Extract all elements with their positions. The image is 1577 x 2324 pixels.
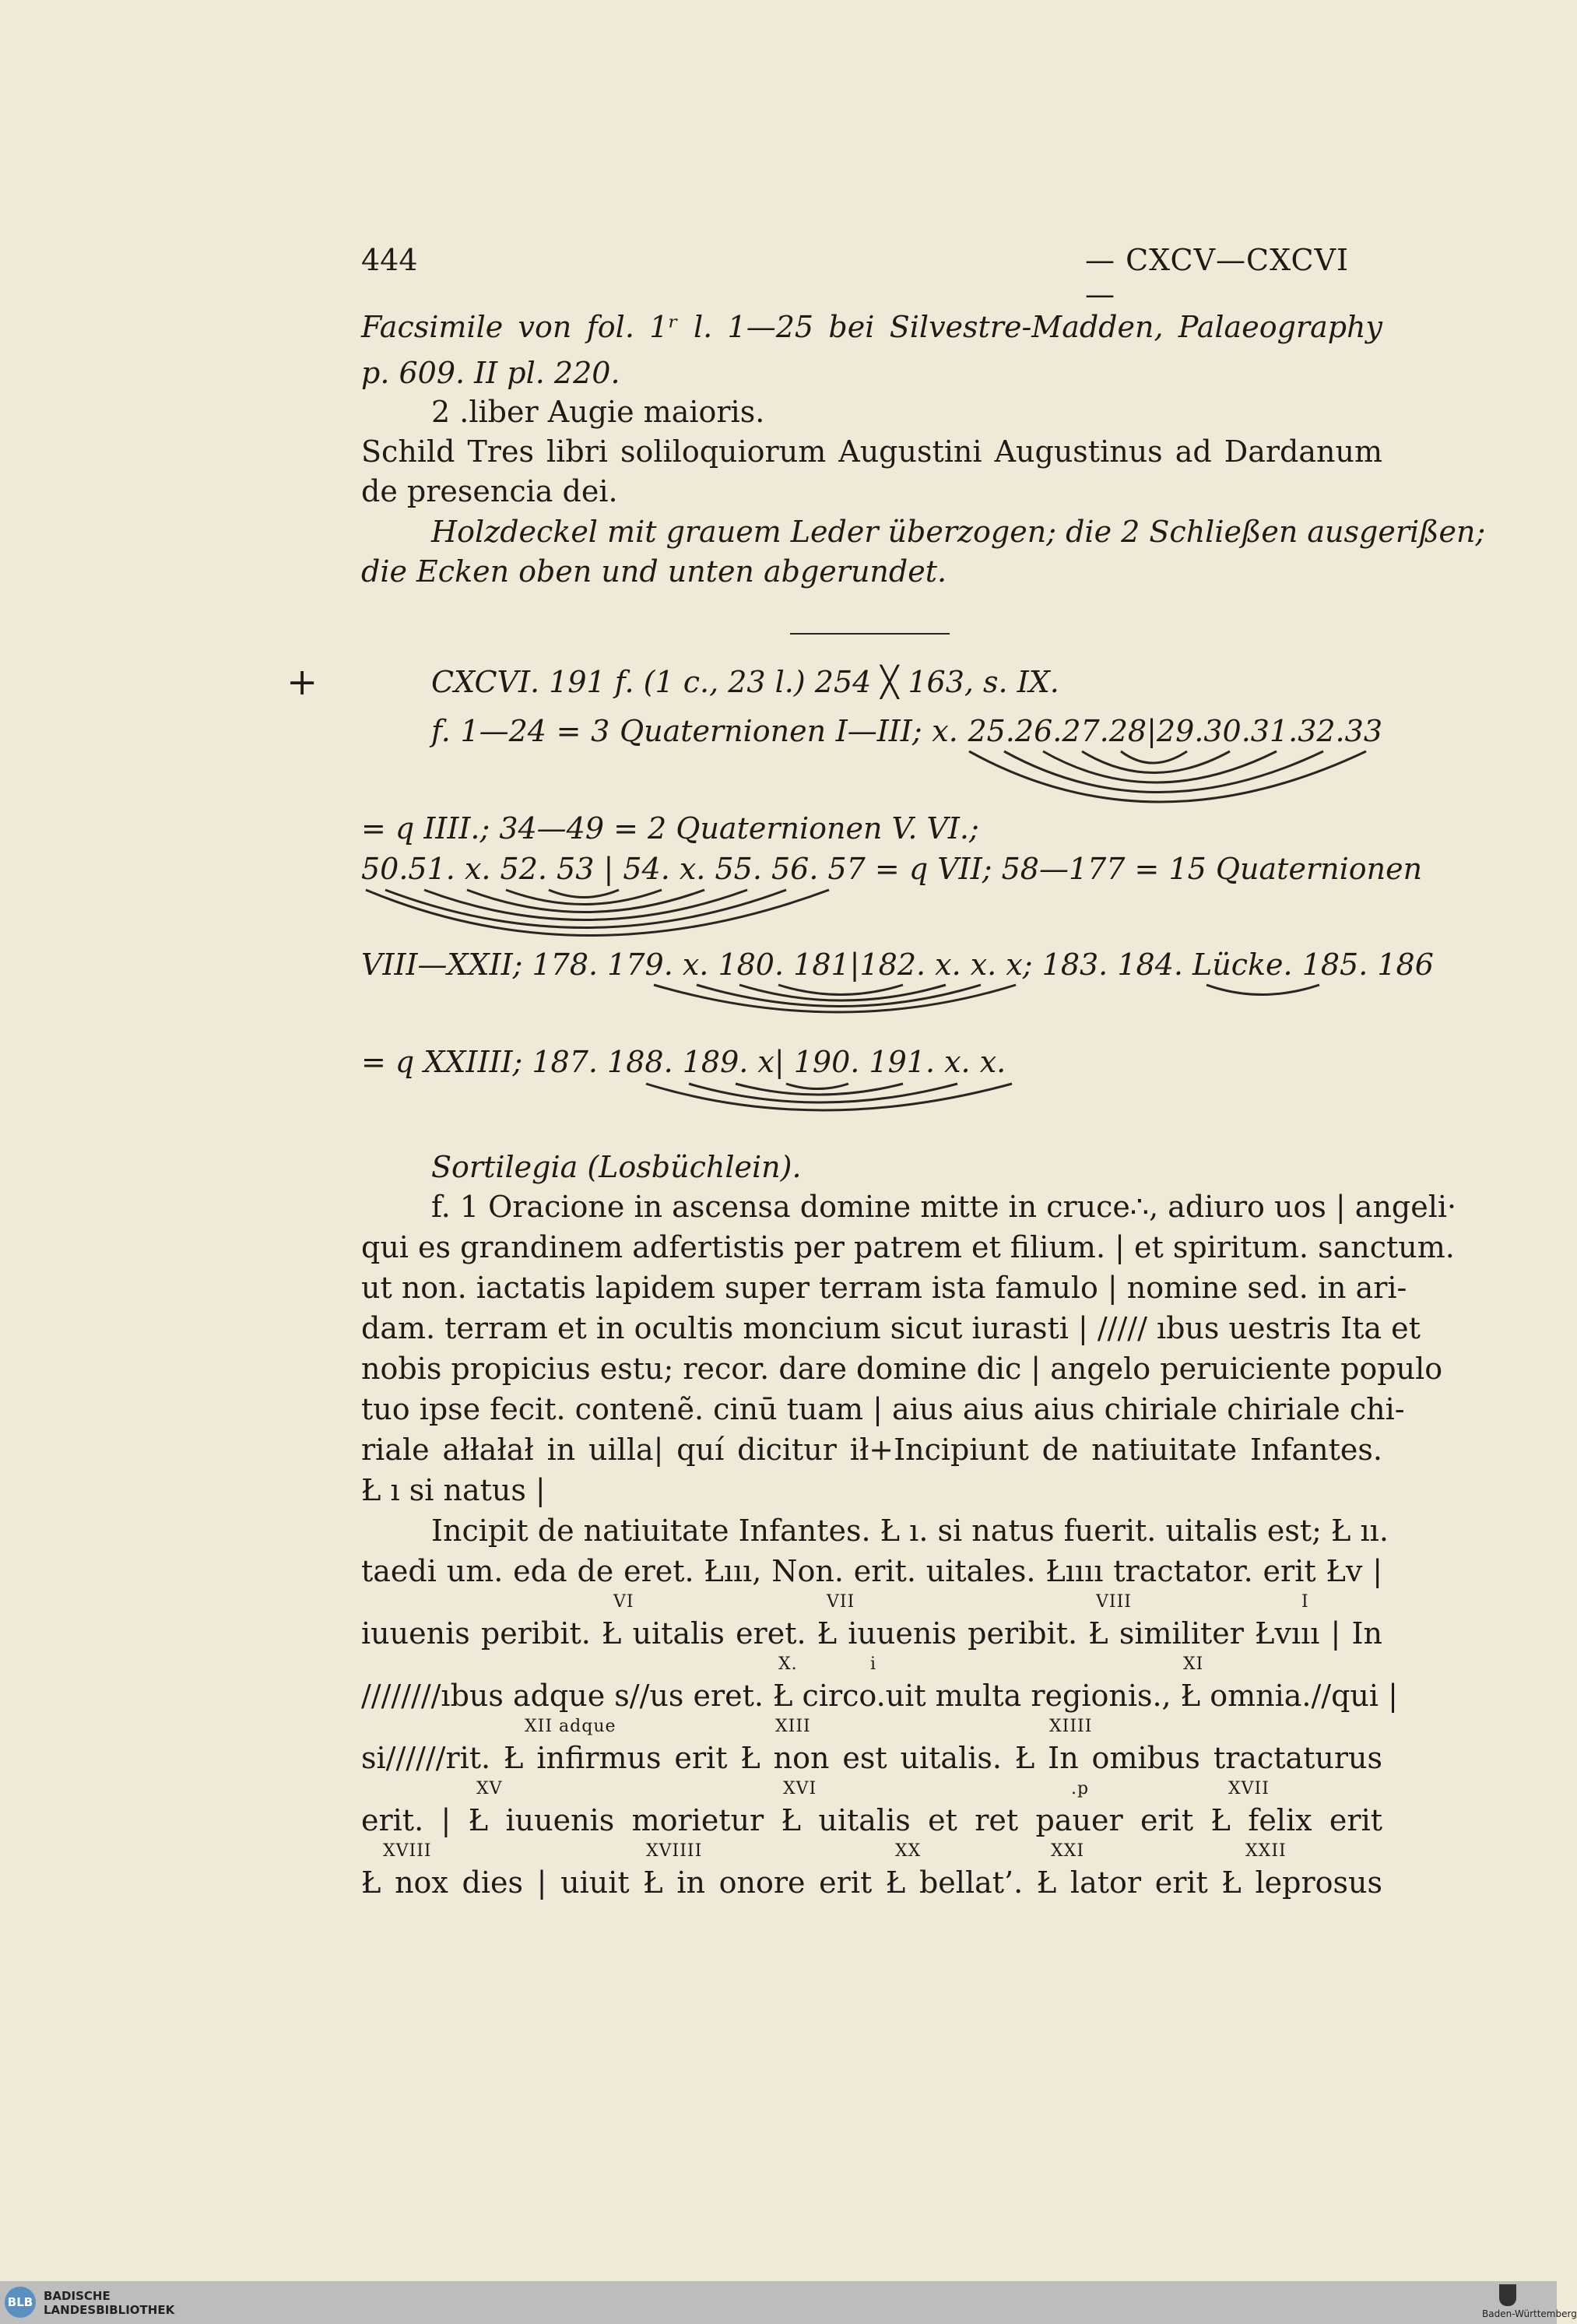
text-line-6: Holzdeckel mit grauem Leder überzogen; die 2 Schließen ausgerißen;	[431, 515, 1486, 549]
text-line-7: die Ecken oben und unten abgerundet.	[361, 554, 947, 589]
quire-arc	[654, 985, 1016, 1012]
quire-arc	[778, 985, 903, 995]
text-line-12: VIII—XXII; 178. 179. x. 180. 181|182. x. x. x; 183. 184. Lücke. 185. 186	[361, 948, 1434, 982]
library-name-line-1: BADISCHE	[44, 2289, 111, 2303]
interlinear-numeral: XVII	[1228, 1779, 1270, 1798]
interlinear-numeral: XIIII	[1049, 1717, 1093, 1736]
text-line-27: si//////rit. Ł infirmus erit Ł non est uitalis. Ł In omibus tractaturus	[361, 1741, 1382, 1775]
interlinear-numeral: XVI	[783, 1779, 817, 1798]
text-line-16: qui es grandinem adfertistis per patrem et filium. | et spiritum. sanctum.	[361, 1230, 1455, 1264]
interlinear-numeral: XV	[476, 1779, 503, 1798]
interlinear-numeral: VII	[827, 1592, 855, 1612]
quire-arc	[736, 1084, 903, 1095]
quire-arc	[646, 1084, 1012, 1110]
text-line-29: Ł nox dies | uiuit Ł in onore erit Ł bellat’. Ł lator erit Ł leprosus	[361, 1865, 1382, 1900]
coat-of-arms-icon	[1499, 2284, 1516, 2306]
text-line-17: ut non. iactatis lapidem super terram ista famulo | nomine sed. in ari-	[361, 1271, 1407, 1305]
text-line-1: Facsimile von fol. 1ʳ l. 1—25 bei Silvestre-Madden, Palaeography	[361, 310, 1382, 344]
entry-heading: CXCVI. 191 f. (1 c., 23 l.) 254 ╳ 163, s. IX.	[431, 665, 1059, 699]
text-line-24: taedi um. eda de eret. Łııı, Non. erit. uitales. Łıııı tractator. erit Łv |	[361, 1554, 1382, 1588]
quire-arc	[1082, 751, 1230, 773]
region-label: Baden-Württemberg	[1482, 2308, 1577, 2319]
quire-arc	[549, 890, 619, 898]
text-line-20: tuo ipse fecit. contenẽ. cinū tuam | aius aius aius chiriale chiriale chi-	[361, 1392, 1405, 1426]
quire-arc	[739, 985, 946, 1000]
interlinear-numeral: VI	[613, 1592, 634, 1612]
interlinear-numeral: X.	[778, 1654, 798, 1674]
running-header	[361, 243, 1382, 311]
interlinear-numeral: XII adque	[525, 1717, 616, 1736]
text-line-25: iuuenis peribit. Ł uitalis eret. Ł iuuenis peribit. Ł similiter Łvııı | In	[361, 1616, 1382, 1651]
text-line-21: riale ałłałał in uilla| quí dicitur ił+Incipiunt de natiuitate Infantes.	[361, 1433, 1382, 1467]
quire-arc	[1121, 751, 1187, 763]
footer-bar	[0, 2281, 1557, 2324]
text-line-10: = q IIII.; 34—49 = 2 Quaternionen V. VI.;	[361, 811, 979, 846]
quire-arc	[366, 890, 829, 936]
text-line-26: ////////ıbus adque s//us eret. Ł circo.uit multa regionis., Ł omnia.//qui |	[361, 1679, 1398, 1713]
text-line-9: f. 1—24 = 3 Quaternionen I—III; x. 25.26.27.28|29.30.31.32.33	[431, 714, 1382, 748]
quire-arc	[1043, 751, 1277, 782]
text-line-3: 2 .liber Augie maioris.	[431, 395, 765, 429]
text-line-2: p. 609. II pl. 220.	[361, 356, 620, 390]
running-title: — CXCV—CXCVI —	[1085, 243, 1350, 311]
section-title: Sortilegia (Losbüchlein).	[431, 1150, 802, 1184]
interlinear-numeral: XVIII	[383, 1841, 432, 1861]
text-line-5: de presencia dei.	[361, 474, 618, 508]
text-line-11: 50.51. x. 52. 53 | 54. x. 55. 56. 57 = q VII; 58—177 = 15 Quaternionen	[361, 852, 1423, 886]
text-line-13: = q XXIIII; 187. 188. 189. x| 190. 191. x. x.	[361, 1045, 1006, 1079]
library-name-line-2: LANDESBIBLIOTHEK	[44, 2303, 175, 2317]
quire-arc	[385, 890, 786, 928]
library-name[interactable]	[44, 2289, 174, 2317]
quire-arc	[786, 1084, 848, 1089]
quire-arc	[689, 1084, 957, 1102]
margin-plus-mark: +	[286, 660, 318, 704]
text-line-19: nobis propicius estu; recor. dare domine dic | angelo peruiciente populo	[361, 1352, 1443, 1386]
page-number: 444	[361, 243, 418, 277]
text-line-4: Schild Tres libri soliloquiorum Augustini Augustinus ad Dardanum	[361, 434, 1382, 469]
text-line-18: dam. terram et in ocultis moncium sicut iurasti | ///// ıbus uestris Ita et	[361, 1311, 1421, 1345]
interlinear-numeral: .p	[1071, 1779, 1090, 1798]
quire-arc	[424, 890, 747, 920]
quire-arc	[506, 890, 662, 905]
interlinear-numeral: XVIIII	[646, 1841, 703, 1861]
text-line-22: Ł ı si natus |	[361, 1473, 546, 1507]
interlinear-numeral: XIII	[775, 1717, 811, 1736]
text-line-23: Incipit de natiuitate Infantes. Ł ı. si natus fuerit. uitalis est; Ł ıı.	[431, 1514, 1389, 1548]
interlinear-numeral: XXII	[1245, 1841, 1287, 1861]
interlinear-numeral: XX	[895, 1841, 922, 1861]
interlinear-numeral: i	[870, 1654, 877, 1674]
interlinear-numeral: VIII	[1096, 1592, 1132, 1612]
interlinear-numeral: XXI	[1051, 1841, 1085, 1861]
text-line-15: f. 1 Oracione in ascensa domine mitte in cruce∴, adiuro uos | angeli·	[431, 1190, 1457, 1224]
quire-arc	[1004, 751, 1323, 793]
quire-arc	[1206, 985, 1319, 995]
section-divider	[790, 633, 950, 635]
quire-arc	[697, 985, 981, 1007]
text-line-28: erit. | Ł iuuenis morietur Ł uitalis et ret pauer erit Ł felix erit	[361, 1803, 1382, 1837]
library-logo-icon[interactable]: BLB	[5, 2287, 36, 2318]
quire-arc	[969, 751, 1366, 802]
interlinear-numeral: XI	[1183, 1654, 1204, 1674]
interlinear-numeral: I	[1301, 1592, 1309, 1612]
quire-arc	[467, 890, 704, 912]
